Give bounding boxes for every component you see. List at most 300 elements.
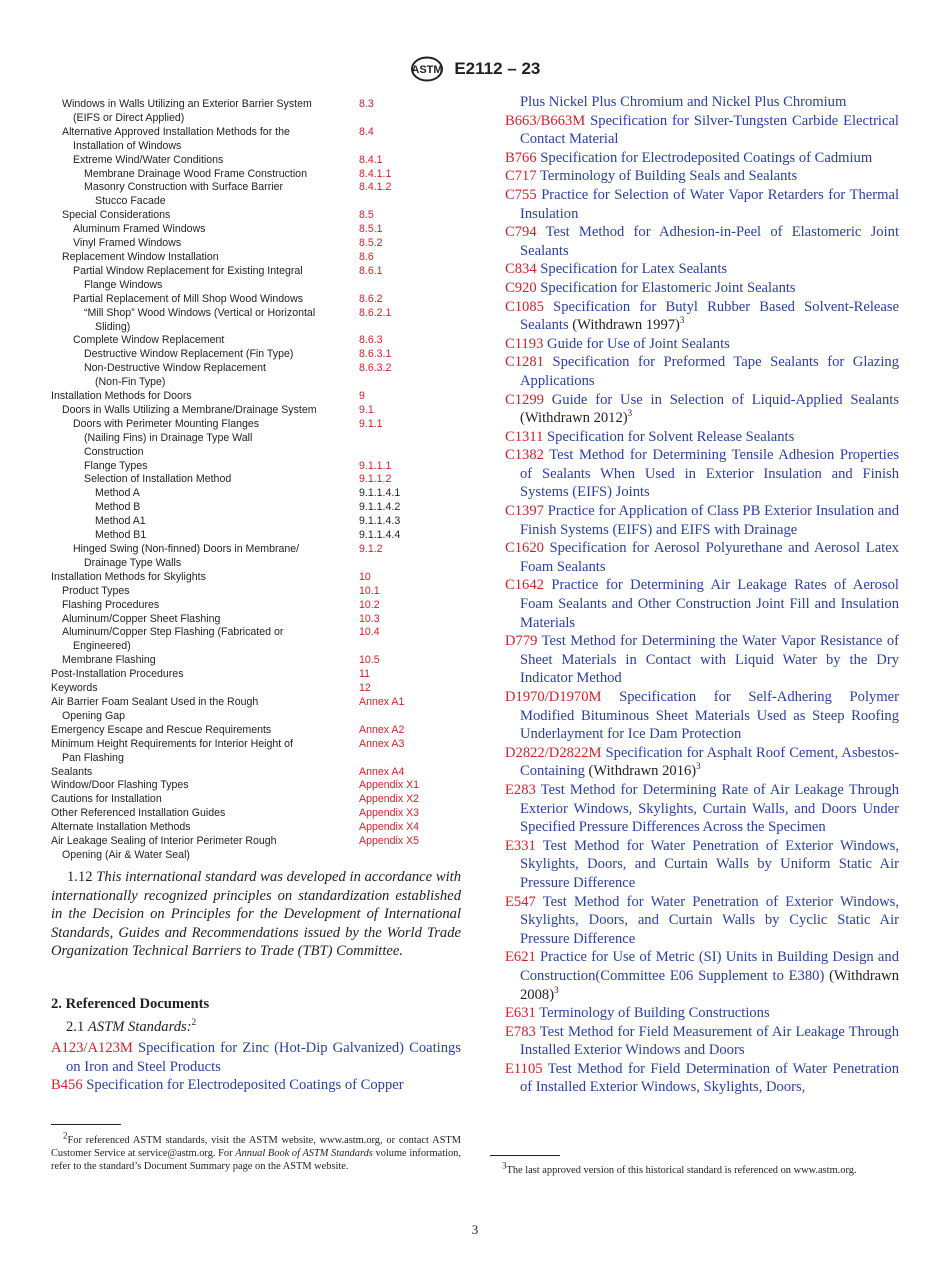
toc-entry-section: 8.5.1 [359,223,383,236]
logo-text: ASTM [411,64,443,76]
page-header [0,56,950,82]
reference-code[interactable]: D2822/D2822M [505,744,602,761]
toc-entry-section: 8.6.1 [359,264,383,277]
toc-entry[interactable] [51,307,471,335]
footnote-marker: 3 [696,761,701,772]
toc-title-text: Extreme Wind/Water Conditions [73,153,224,166]
toc-title-text: Method B [95,501,141,514]
reference-entry[interactable] [505,1004,899,1023]
reference-code[interactable]: C920 [505,279,537,296]
toc-entry-section: 8.6.3.1 [359,348,392,361]
reference-entry[interactable] [505,781,899,837]
reference-entry[interactable] [505,167,899,186]
toc-title-text: Flashing Procedures [62,598,160,611]
toc-entry-title [51,473,359,487]
reference-entry[interactable] [505,893,899,949]
reference-code[interactable]: C1311 [505,428,544,445]
toc-entry-section: 9.1.1.4.3 [359,515,401,528]
toc-entry[interactable] [51,501,471,515]
toc-entry-title [51,487,359,501]
toc-entry-title [51,515,359,529]
toc-entry[interactable] [51,487,471,501]
toc-title-text: Membrane Drainage Wood Frame Construction [84,167,307,180]
toc-entry-section: 8.3 [359,98,374,110]
reference-code[interactable]: A123/A123M [51,1040,133,1056]
toc-entry-title [51,613,359,627]
toc-title-wrap: Construction [84,445,144,458]
footnote-marker: 3 [554,984,559,995]
paragraph-number: 1.12 [67,869,93,885]
toc-title-text: Complete Window Replacement [73,334,225,347]
reference-title[interactable]: Test Method for Water Penetration of Exterior Windows, Skylights, Doors, and Curtain Walls by Uniform Static Air Pressure Difference [520,837,899,891]
toc-title-text: Other Referenced Installation Guides [51,807,226,820]
reference-entry[interactable] [505,502,899,539]
footnote-rule-right [490,1155,560,1156]
withdrawn-note: (Withdrawn 2016) [588,763,697,780]
toc-entry-section: Annex A4 [359,765,405,778]
reference-title[interactable]: Test Method for Determining Tensile Adhesion Properties of Sealants When Used in Exterior Insulation and Finish Systems (EIFS) Joints [520,447,899,501]
toc-entry[interactable] [51,418,471,460]
toc-entry-title [51,696,359,724]
toc-entry[interactable] [51,585,471,599]
toc-entry-title [51,779,359,793]
reference-title[interactable]: Test Method for Field Determination of Water Penetration of Installed Exterior Windows, Skylights, Doors, [520,1060,899,1096]
withdrawn-note: (Withdrawn 1997) [572,317,680,334]
reference-code[interactable]: C1281 [505,354,544,371]
toc-entry[interactable] [51,98,471,126]
toc-title-text: Installation Methods for Skylights [51,570,206,583]
toc-entry-section: 9.1 [359,403,374,416]
toc-entry[interactable] [51,362,471,390]
toc-entry[interactable] [51,348,471,362]
reference-entry[interactable] [505,112,899,149]
toc-entry-title [51,668,359,682]
reference-code[interactable]: C1085 [505,298,544,315]
toc-entry-section: 10.4 [359,626,380,639]
reference-title[interactable]: Practice for Selection of Water Vapor Retarders for Thermal Insulation [520,186,899,222]
toc-entry-section: Annex A1 [359,695,405,708]
toc-entry[interactable] [51,793,471,807]
toc-entry[interactable] [51,696,471,724]
reference-title[interactable]: Test Method for Determining the Water Vapor Resistance of Sheet Materials in Contact with Liquid Water by the Dry Indicator Method [520,633,899,687]
reference-code[interactable]: E547 [505,893,536,910]
reference-entry[interactable] [505,1060,899,1097]
reference-title[interactable]: Specification for Latex Sealants [540,261,728,278]
toc-entry[interactable] [51,168,471,182]
reference-code[interactable]: C1620 [505,540,544,557]
toc-title-text: Special Considerations [62,209,171,222]
reference-title[interactable]: Specification for Silver-Tungsten Carbide Electrical Contact Material [520,112,899,148]
toc-entry-title [51,362,359,390]
toc-entry[interactable] [51,654,471,668]
reference-entry[interactable] [505,93,899,112]
toc-title-wrap: Opening (Air & Water Seal) [62,848,190,861]
toc-entry-title [51,265,359,293]
reference-title[interactable]: Test Method for Determining Rate of Air Leakage Through Exterior Windows, Skylights, Curtain Walls, and Doors Under Specified Pressure Differences Across the Specimen [520,781,899,836]
toc-entry[interactable] [51,126,471,154]
toc-entry[interactable] [51,237,471,251]
toc-entry[interactable] [51,821,471,835]
footnote-2-italic: Annual Book of ASTM Standards [235,1148,373,1160]
reference-code[interactable]: E283 [505,781,536,798]
toc-title-text: “Mill Shop” Wood Windows (Vertical or Horizontal [84,306,316,319]
reference-code[interactable]: E631 [505,1005,536,1022]
reference-title[interactable]: Specification for Elastomeric Joint Sealants [540,279,796,296]
reference-code[interactable]: C1397 [505,503,544,520]
toc-entry-title [51,654,359,668]
toc-title-text: Vinyl Framed Windows [73,237,182,250]
toc-title-text: Partial Window Replacement for Existing Integral [73,264,303,277]
toc-title-text: Product Types [62,584,130,597]
toc-entry-section: Annex A3 [359,737,405,750]
toc-entry[interactable] [51,334,471,348]
reference-title[interactable]: Test Method for Water Penetration of Exterior Windows, Skylights, Doors, and Curtain Walls by Cyclic Static Air Pressure Difference [520,893,899,947]
footnote-2-text-b: volume information, refer to the standard’s Document Summary page on the ASTM website. [51,1148,461,1173]
toc-entry[interactable] [51,626,471,654]
toc-entry[interactable] [51,738,471,766]
reference-code[interactable]: B663/B663M [505,112,586,129]
toc-title-wrap: (Nailing Fins) in Drainage Type Wall [84,431,253,444]
reference-title[interactable]: Terminology of Building Constructions [539,1005,770,1022]
toc-entry[interactable] [51,515,471,529]
toc-title-text: Cautions for Installation [51,793,162,806]
toc-entry-section: 8.6.3 [359,334,383,347]
toc-entry[interactable] [51,807,471,821]
toc-entry[interactable] [51,529,471,543]
toc-entry-section: 10.3 [359,612,380,625]
toc-entry-title [51,821,359,835]
toc-entry-section: 8.5 [359,209,374,222]
reference-title[interactable]: Specification for Aerosol Polyurethane and Aerosol Latex Foam Sealants [520,540,899,575]
toc-title-text: Selection of Installation Method [84,473,232,486]
withdrawn-note: (Withdrawn 2008) [520,967,899,1003]
reference-code[interactable]: E621 [505,949,536,966]
toc-title-text: Method B1 [95,529,147,542]
reference-title[interactable]: Test Method for Adhesion-in-Peel of Elastomeric Joint Sealants [520,224,900,259]
toc-entry-title [51,237,359,251]
reference-title[interactable]: Test Method for Field Measurement of Air Leakage Through Installed Exterior Windows and Doors [520,1023,899,1059]
toc-title-text: Aluminum Framed Windows [73,223,206,236]
toc-title-text: Alternate Installation Methods [51,821,191,834]
toc-title-text: Method A1 [95,515,146,528]
reference-title[interactable]: Guide for Use of Joint Sealants [547,335,730,352]
toc-entry-section: 9.1.1.4.2 [359,501,401,514]
toc-title-text: Aluminum/Copper Sheet Flashing [62,612,221,625]
toc-entry-title [51,126,359,154]
paragraph-1-12 [51,868,461,961]
toc-title-text: Replacement Window Installation [62,250,219,263]
toc-entry-title [51,307,359,335]
toc-title-text: Installation Methods for Doors [51,390,192,403]
toc-entry-title [51,168,359,182]
withdrawn-note: (Withdrawn 2012) [520,410,628,427]
toc-title-text: Aluminum/Copper Step Flashing (Fabricated or [62,626,284,639]
reference-code[interactable]: B766 [505,149,537,166]
toc-title-text: Membrane Flashing [62,654,156,667]
reference-entry[interactable] [505,279,899,298]
reference-code[interactable]: C717 [505,168,537,185]
reference-entry[interactable] [505,335,899,354]
toc-entry-title [51,98,359,126]
footnote-2-marker: 2 [63,1130,68,1141]
designation: E2112 – 23 [454,59,541,78]
reference-entry[interactable] [505,688,899,744]
reference-code[interactable]: C1193 [505,335,544,352]
toc-title-wrap: Engineered) [73,640,131,653]
toc-entry-section: 8.6.2 [359,292,383,305]
reference-entry[interactable] [505,446,899,502]
toc-title-wrap: Drainage Type Walls [84,556,182,569]
toc-entry[interactable] [51,571,471,585]
reference-code[interactable]: C1299 [505,391,544,408]
reference-entry[interactable] [505,948,899,1004]
reference-title[interactable]: Specification for Butyl Rubber Based Solvent-Release Sealants [520,298,899,334]
toc-title-wrap: Pan Flashing [62,751,124,764]
reference-title[interactable]: Practice for Determining Air Leakage Rates of Aerosol Foam Sealants and Other Construction Joint Fill and Insulation Materials [520,577,899,631]
toc-entry[interactable] [51,543,471,571]
toc-title-text: Non-Destructive Window Replacement [84,362,266,375]
references-right [505,93,899,1097]
toc-entry-title [51,181,359,209]
astm-logo-icon [410,56,444,82]
reference-entry[interactable] [505,298,899,335]
toc-entry-title [51,404,359,418]
toc-entry-section: Appendix X4 [359,821,420,834]
toc-entry[interactable] [51,682,471,696]
toc-entry[interactable] [51,404,471,418]
reference-code[interactable]: C1382 [505,447,544,464]
toc-entry-section: 9.1.1.4.4 [359,529,401,542]
toc-entry-section: 8.6 [359,250,374,263]
footnote-3 [490,1160,899,1177]
toc-entry[interactable] [51,613,471,627]
toc-title-text: Hinged Swing (Non-finned) Doors in Membrane/ [73,543,300,555]
toc-entry[interactable] [51,209,471,223]
subsection-number: 2.1 [66,1019,85,1035]
toc-entry[interactable] [51,668,471,682]
toc-entry-title [51,835,359,863]
toc-title-text: Flange Types [84,459,148,472]
reference-title[interactable]: Specification for Electrodeposited Coatings of Copper [86,1077,404,1094]
subsection-title: ASTM Standards: [87,1019,192,1035]
toc-entry-section: Appendix X1 [359,779,420,792]
reference-entry[interactable] [505,632,899,688]
toc-entry[interactable] [51,835,471,863]
toc-entry[interactable] [51,154,471,168]
toc-entry-section: Appendix X2 [359,793,420,806]
toc-entry[interactable] [51,293,471,307]
toc-entry-section: 8.4.1.1 [359,167,392,180]
toc-entry-section: Appendix X3 [359,807,420,820]
toc-title-wrap: (Non-Fin Type) [95,376,166,389]
reference-title[interactable]: Specification for Self-Adhering Polymer Modified Bituminous Sheet Materials Used as Steep Roofing Underlayment for Ice Dam Protection [520,689,899,743]
toc-entry-title [51,585,359,599]
reference-code[interactable]: B456 [51,1077,83,1094]
toc-entry[interactable] [51,779,471,793]
toc-entry-section: 9.1.1.1 [359,459,392,472]
reference-entry[interactable] [505,223,899,260]
toc-entry-title [51,418,359,460]
reference-entry[interactable] [505,539,899,576]
reference-title[interactable]: Specification for Solvent Release Sealants [547,428,795,445]
toc-entry-section: 9 [359,390,365,403]
subsection-heading [66,1019,196,1036]
toc-entry[interactable] [51,181,471,209]
reference-entry[interactable] [505,353,899,390]
toc-entry[interactable] [51,223,471,237]
toc-entry-title [51,571,359,585]
toc-entry-section: 8.6.3.2 [359,362,392,375]
toc-entry[interactable] [51,251,471,265]
toc-entry-section: 8.4.1.2 [359,181,392,194]
toc-title-wrap: Stucco Facade [95,195,166,208]
references-left [51,1039,461,1095]
toc-entry-section: 12 [359,682,371,695]
toc-title-text: Windows in Walls Utilizing an Exterior Barrier System [62,98,312,110]
footnote-3-text: The last approved version of this historical standard is referenced on www.astm.org. [506,1165,857,1176]
toc-entry-section: 10 [359,570,371,583]
footnote-2 [51,1130,461,1174]
reference-entry[interactable] [505,837,899,893]
reference-code[interactable]: E1105 [505,1060,543,1077]
toc-entry-title [51,251,359,265]
paragraph-text: This international standard was developed in accordance with internationally recognized principles on standardization established in the Decision on Principles for the Development of International Standards, Guides and Recommendations issued by the World Trade Organization Technical Barriers to Trade (TBT) Committee. [51,869,461,960]
toc-entry-title [51,223,359,237]
toc-entry-section: 9.1.1.2 [359,473,392,486]
toc-title-wrap: Opening Gap [62,709,126,722]
toc-entry-title [51,529,359,543]
toc-entry-section: 8.4.1 [359,153,383,166]
footnote-3-marker: 3 [502,1160,507,1171]
reference-code[interactable]: D1970/D1970M [505,689,602,705]
reference-entry[interactable] [505,1023,899,1060]
toc-title-text: Doors in Walls Utilizing a Membrane/Drainage System [62,403,317,416]
reference-entry[interactable] [505,260,899,279]
reference-code[interactable]: C1642 [505,577,544,594]
toc-title-text: Minimum Height Requirements for Interior Height of [51,737,293,750]
footnote-marker: 3 [627,408,633,419]
page-number: 3 [471,1222,479,1237]
reference-entry[interactable] [51,1076,461,1095]
toc-title-text: Window/Door Flashing Types [51,779,189,792]
toc-entry-title [51,390,359,404]
toc-entry[interactable] [51,265,471,293]
toc-entry-title [51,460,359,474]
reference-entry[interactable] [51,1039,461,1076]
toc-title-text: Destructive Window Replacement (Fin Type) [84,348,294,361]
toc-entry-title [51,793,359,807]
toc-entry-section: 10.1 [359,584,380,597]
toc-entry-title [51,807,359,821]
toc-entry-title [51,682,359,696]
toc-title-text: Alternative Approved Installation Methods for the [62,125,290,138]
reference-title[interactable]: Specification for Zinc (Hot-Dip Galvanized) Coatings on Iron and Steel Products [66,1040,461,1075]
toc-entry-section: 8.4 [359,125,374,138]
section-heading: 2. Referenced Documents [51,996,210,1012]
reference-code[interactable]: E783 [505,1023,536,1040]
toc-entry[interactable] [51,460,471,474]
toc-title-text: Air Leakage Sealing of Interior Perimeter Rough [51,835,277,848]
toc-title-text: Doors with Perimeter Mounting Flanges [73,417,260,430]
footnote-2-text-a: For referenced ASTM standards, visit the ASTM website, www.astm.org, or contact ASTM Customer Service at service@astm.org. For [51,1135,461,1160]
toc-entry-title [51,334,359,348]
reference-code[interactable]: C834 [505,261,537,278]
toc-entry-section: 10.2 [359,598,380,611]
toc-title-text: Air Barrier Foam Sealant Used in the Rough [51,695,259,708]
toc-title-text: Method A [95,487,140,500]
reference-title[interactable]: Plus Nickel Plus Chromium and Nickel Plus Chromium [520,94,847,110]
toc-entry-title [51,154,359,168]
toc-entry-section: Appendix X5 [359,835,420,848]
toc-entry-title [51,626,359,654]
reference-code[interactable]: C755 [505,186,537,203]
toc-entry[interactable] [51,473,471,487]
toc-entry[interactable] [51,766,471,780]
toc-title-text: Emergency Escape and Rescue Requirements [51,723,272,736]
toc-title-wrap: Flange Windows [84,278,163,291]
toc-entry-section: Annex A2 [359,723,405,736]
toc-entry-title [51,348,359,362]
toc-entry-section: 8.6.2.1 [359,306,392,319]
toc-entry-section: 8.5.2 [359,237,383,250]
reference-title[interactable]: Practice for Application of Class PB Exterior Insulation and Finish Systems (EIFS) and EIFS with Drainage [520,503,899,538]
toc-title-text: Masonry Construction with Surface Barrier [84,181,284,194]
toc-entry-section: 9.1.1 [359,417,383,430]
toc-entry-section: 10.5 [359,654,380,667]
toc-entry-title [51,501,359,515]
toc-title-wrap: (EIFS or Direct Applied) [73,111,185,124]
reference-code[interactable]: E331 [505,837,536,854]
toc-title-text: Sealants [51,765,93,778]
reference-entry[interactable] [505,576,899,632]
toc-entry[interactable] [51,390,471,404]
toc-entry-section: 11 [359,668,370,681]
reference-title[interactable]: Guide for Use in Selection of Liquid-Applied Sealants [551,391,899,408]
toc-title-wrap: Installation of Windows [73,139,182,152]
toc-entry-title [51,293,359,307]
reference-entry[interactable] [505,744,899,781]
toc-title-text: Partial Replacement of Mill Shop Wood Windows [73,292,304,305]
toc-entry-title [51,724,359,738]
table-of-contents [51,98,471,863]
footnote-rule-left [51,1124,121,1125]
toc-entry-title [51,766,359,780]
reference-entry[interactable] [505,186,899,223]
toc-entry-title [51,543,359,571]
reference-code[interactable]: D779 [505,633,538,650]
toc-entry[interactable] [51,724,471,738]
toc-entry-title [51,738,359,766]
toc-entry-title [51,209,359,223]
reference-entry[interactable] [505,428,899,447]
reference-title[interactable]: Specification for Electrodeposited Coatings of Cadmium [540,149,873,166]
toc-entry[interactable] [51,599,471,613]
footnote-marker: 2 [191,1017,197,1028]
reference-title[interactable]: Specification for Preformed Tape Sealants for Glazing Applications [520,354,900,389]
footnote-marker: 3 [679,315,685,326]
reference-title[interactable]: Terminology of Building Seals and Sealants [540,168,798,185]
reference-code[interactable]: C794 [505,224,537,241]
toc-entry-section: 9.1.1.4.1 [359,487,401,500]
toc-title-wrap: Sliding) [95,320,131,333]
reference-title[interactable]: Practice for Use of Metric (SI) Units in Building Design and Construction(Committee E06 Supplement to E380) [520,949,900,984]
reference-entry[interactable] [505,391,899,428]
reference-title[interactable]: Specification for Asphalt Roof Cement, Asbestos-Containing [520,744,899,780]
reference-entry[interactable] [505,149,899,168]
toc-title-text: Post-Installation Procedures [51,668,184,681]
toc-entry-section: 9.1.2 [359,543,383,555]
toc-entry-title [51,599,359,613]
